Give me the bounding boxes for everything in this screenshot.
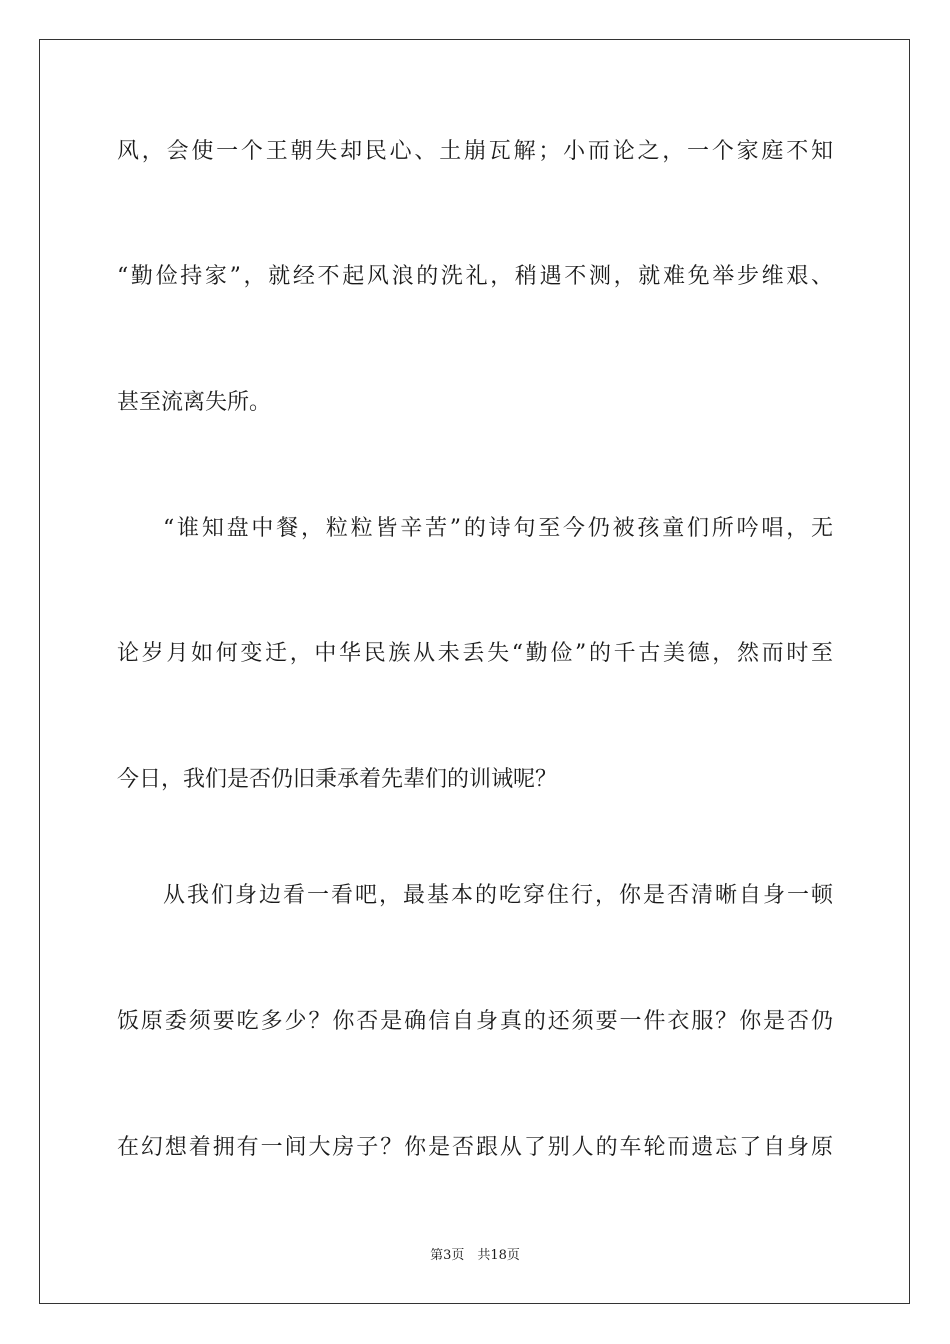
paragraph-line-6: 今日，我们是否仍旧秉承着先辈们的训诫呢？ [117,767,558,792]
paragraph-line-5: 论岁月如何变迁，中华民族从未丢失“勤俭”的千古美德，然而时至 [117,641,833,666]
page-number-footer: 第3页 共18页 [430,1248,520,1263]
paragraph-line-9: 在幻想着拥有一间大房子？你是否跟从了别人的车轮而遗忘了自身原 [117,1135,833,1160]
paragraph-line-1: 风，会使一个王朝失却民心、土崩瓦解；小而论之，一个家庭不知 [117,139,833,164]
paragraph-line-4: “谁知盘中餐，粒粒皆辛苦”的诗句至今仍被孩童们所吟唱，无 [163,516,833,541]
paragraph-line-3: 甚至流离失所。 [117,390,272,415]
paragraph-line-2: “勤俭持家”，就经不起风浪的洗礼，稍遇不测，就难免举步维艰、 [117,264,833,289]
paragraph-line-8: 饭原委须要吃多少？你否是确信自身真的还须要一件衣服？你是否仍 [117,1009,833,1034]
paragraph-line-7: 从我们身边看一看吧，最基本的吃穿住行，你是否清晰自身一顿 [163,883,833,908]
page-border [39,39,910,1304]
